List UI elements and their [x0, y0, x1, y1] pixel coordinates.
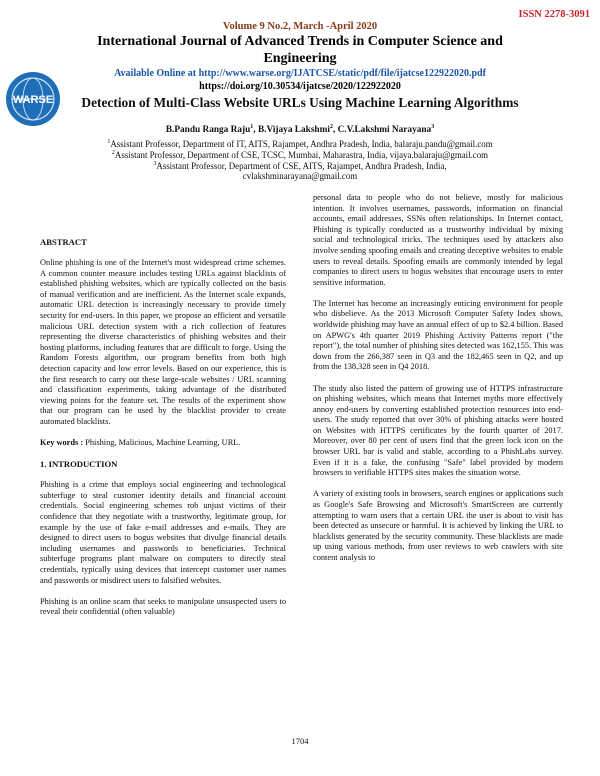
warse-logo-icon	[4, 70, 62, 128]
volume-line: Volume 9 No.2, March -April 2020	[222, 21, 378, 32]
right-paragraph-2: The Internet has become an increasingly enticing environment for people who disbelieve. As the 2013 Microsoft Computer Safety Index shows, worldwide phishing may have an annual effect of up to $2.4 billion. Based on APWG's 4th quarter 2019 Phishing Activity Patterns report ("the report"), the total number of phishing sites detected was 162,155. This was down from the 266,387 seen in Q3 and the 182,465 seen in Q2, and up from the 138,328 seen in Q4 2018.	[313, 298, 563, 372]
affiliation-2: $^2$Assistant Professor, Department of CSE, TCSC, Mumbai, Maharastra, India, vijaya.balaraju@gmail.com	[111, 149, 489, 160]
right-paragraph-3: The study also listed the pattern of growing use of HTTPS infrastructure on phishing websites, which means that Internet myths more effectively annoy end-users by converting established protection resources into end-users. The study reported that over 30% of phishing attacks were hosted on Websites with HTTPS certificates by the fourth quarter of 2017. Moreover, over 80 per cent of users find that the green lock icon on the browser URL bar is valid and stable, according to a PhishLabs survey. Even if it is a fake, the confusing "Safe" label provided by modern browsers to verifiable HTTPS sites makes the situation worse.	[313, 383, 563, 478]
page-number: 1704	[291, 736, 309, 746]
author-2: B.Vijaya Lakshmi	[257, 125, 330, 135]
keywords-label: Key words :	[40, 438, 84, 448]
abstract-heading: ABSTRACT	[40, 237, 87, 247]
affiliation-3-email: cvlakshminarayana@gmail.com	[242, 171, 358, 182]
author-3-sup: 3	[431, 123, 435, 130]
logo-text: WARSE	[12, 94, 54, 106]
intro-paragraph-1: Phishing is a crime that employs social engineering and technological subterfuge to steal customer identity details and financial account credentials. Social engineering schemes rob unjust victims of their confidence that they negotiate with a trustworthy, legitimate group, for example by the use of fake e-mail addresses and e-mails. They are designed to direct users to bogus websites that divulge financial details including usernames and passwords to beneficiaries. Technical subterfuge programs plant malware on computers to directly steal credentials, typically using devices that intercept customer user names and passwords or misdirect users to falsified websites.	[40, 480, 286, 585]
issn-label: ISSN 2278-3091	[518, 9, 590, 20]
affiliations	[40, 139, 560, 182]
author-2-sup: 2	[329, 123, 333, 130]
keywords	[40, 438, 286, 449]
affiliation-3: $^3$Assistant Professor, Department of CSE, AITS, Rajampet, Andhra Pradesh, India,	[153, 160, 447, 171]
introduction-heading: 1. INTRODUCTION	[40, 459, 118, 470]
author-1-sup: 1	[250, 123, 254, 130]
intro-paragraph-2: Phishing is an online scam that seeks to manipulate unsuspected users to reveal their confidential (often valuable)	[40, 596, 286, 617]
author-list: B.Pandu Ranga Raju$^1$, B.Vijaya Lakshmi$^2$, C.V.Lakshmi Narayana$^3$	[165, 123, 435, 135]
left-column	[40, 193, 286, 628]
abstract-text: Online phishing is one of the Internet's most widespread crime schemes. A common counter measure includes testing URLs against blacklists of established phishing websites, which are typically collected on the basis of manual verification and are inefficient. As the Internet scale expands, automatic URL detection is increasingly necessary to provide timely security for end-users. In this paper, we propose an efficient and versatile malicious URL detection system with a rich collection of features representing the diverse characteristics of phishing websites and their hosting platforms, including features that are difficult to forge. Using the Random Forests algorithm, our program benefits from both high detection capacity and low error levels. Based on our experience, this is the first research to carry out these large-scale websites / URL scanning and classification experiments, taking advantage of the distributed viewing points for the feature set. The results of the experiment show that our program can be used by the blacklist provider to create automated blacklists.	[40, 258, 286, 426]
right-paragraph-1: personal data to people who do not believe, mostly for malicious intention. It involves usernames, passwords, information on financial accounts, email addresses, SSNs often relationships. In Internet contact, Phishing is typically conducted as a trustworthy individual by mixing social and technological tricks. The techniques used by attackers also involve sending spoofing emails and creating deceptive websites to enable users to reveal details. Spoofing emails are commonly intended by legal companies to direct users to bogus websites that encourage users to enter sensitive information.	[313, 193, 563, 287]
keywords-text: Phishing, Malicious, Machine Learning, URL.	[83, 438, 241, 448]
doi-link[interactable]: https://doi.org/10.30534/ijatcse/2020/122922020	[199, 81, 401, 92]
affiliation-1: $^1$Assistant Professor, Department of IT, AITS, Rajampet, Andhra Pradesh, India, balaraju.pandu@gmail.com	[107, 139, 493, 149]
author-1: B.Pandu Ranga Raju	[165, 125, 251, 135]
journal-header	[60, 20, 540, 93]
paper-title: Detection of Multi-Class Website URLs Using Machine Learning Algorithms	[81, 95, 519, 110]
journal-title: International Journal of Advanced Trends in Computer Science and Engineering	[97, 34, 503, 66]
right-paragraph-4: A variety of existing tools in browsers, search engines or applications such as Google's Safe Browsing and Microsoft's SmartScreen are currently attempting to warn users that a certain URL the user is about to visit has been detected as unsecure or harmful. It is achieved by linking the URL to blacklists generated by the security community. These blacklists are made up using various methods, from user reviews to web crawlers with site content analysis to	[313, 489, 563, 562]
right-column	[313, 193, 563, 574]
available-online-link[interactable]: Available Online at http://www.warse.org/IJATCSE/static/pdf/file/ijatcse122922020.pdf	[114, 68, 486, 79]
author-3: C.V.Lakshmi Narayana	[337, 125, 432, 135]
